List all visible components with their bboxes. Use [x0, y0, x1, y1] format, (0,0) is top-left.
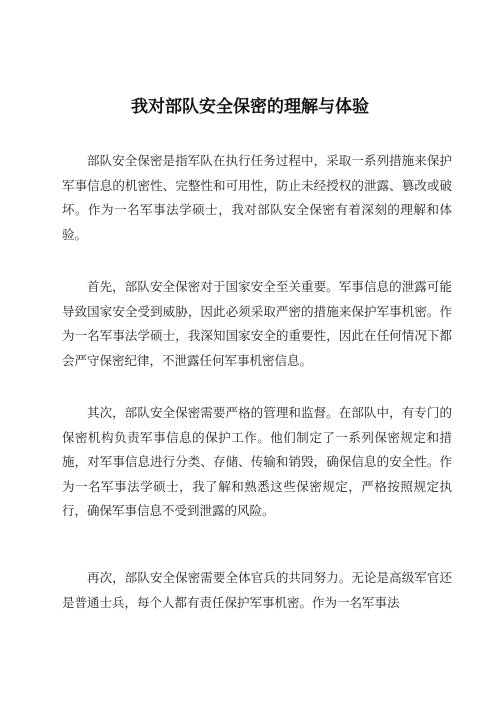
document-title: 我对部队安全保密的理解与体验 — [131, 97, 369, 117]
paragraph-2: 首先，部队安全保密对于国家安全至关重要。军事信息的泄露可能导致国家安全受到威胁，因此必须采取严密的措施来保护军事机密。作为一名军事法学硕士，我深知国家安全的重要性，因此在任何情况下都会严守保密纪律，不泄露任何军事机密信息。 — [62, 279, 452, 368]
paragraph-4: 再次，部队安全保密需要全体官兵的共同努力。无论是高级军官还是普通士兵，每个人都有责任保护军事机密。作为一名军事法 — [62, 570, 452, 610]
paragraph-3: 其次，部队安全保密需要严格的管理和监督。在部队中，有专门的保密机构负责军事信息的保护工作。他们制定了一系列保密规定和措施，对军事信息进行分类、存储、传输和销毁，确保信息的安全性。作为一名军事法学硕士，我了解和熟悉这些保密规定，严格按照规定执行，确保军事信息不受到泄露的风险。 — [62, 405, 452, 518]
paragraph-1: 部队安全保密是指军队在执行任务过程中，采取一系列措施来保护军事信息的机密性、完整性和可用性，防止未经授权的泄露、篡改或破坏。作为一名军事法学硕士，我对部队安全保密有着深刻的理解和体验。 — [62, 153, 452, 242]
